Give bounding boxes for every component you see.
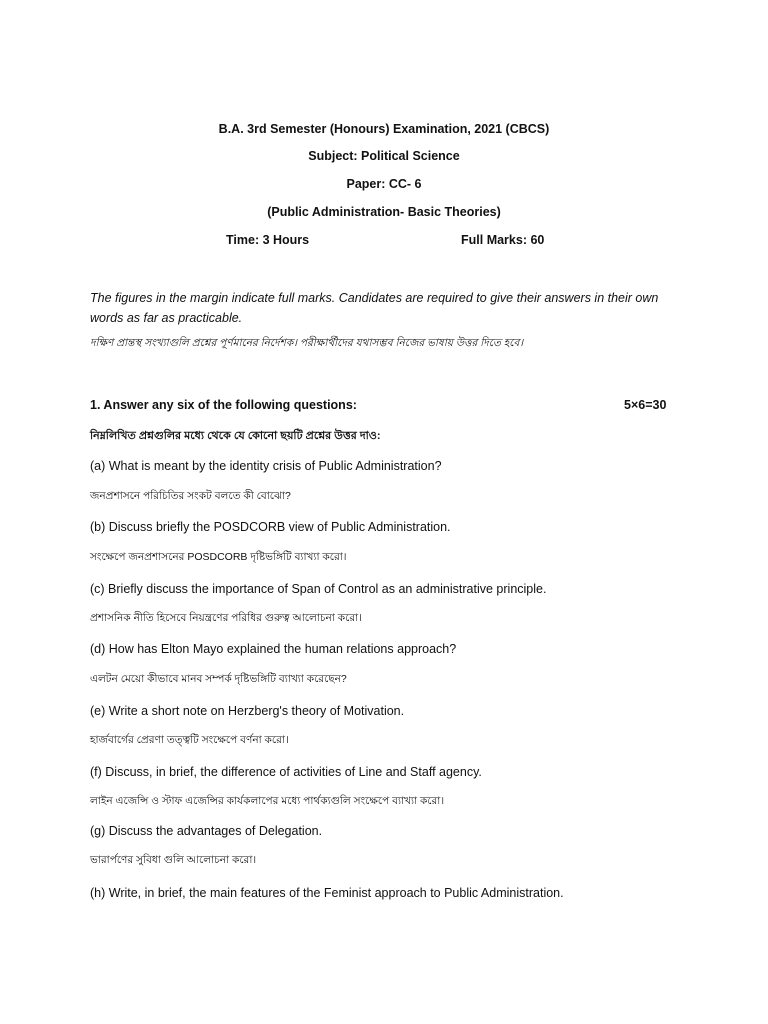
question-d-bengali: এলটন মেয়ো কীভাবে মানব সম্পর্ক দৃষ্টিভঙ্গিটি ব্যাখ্যা করেছেন? <box>90 673 347 685</box>
question-a-bengali: জনপ্রশাসনে পরিচিতির সংকট বলতে কী বোঝো? <box>90 490 291 502</box>
question-g-bengali: ভারার্পণের সুবিধা গুলি আলোচনা করো। <box>90 854 257 866</box>
time-label: Time: 3 Hours <box>226 233 310 247</box>
question-d: (d) How has Elton Mayo explained the human relations approach? <box>90 642 457 656</box>
question-c: (c) Briefly discuss the importance of Span of Control as an administrative principle. <box>90 582 547 596</box>
paper-title: (Public Administration- Basic Theories) <box>267 205 501 219</box>
question-e: (e) Write a short note on Herzberg's theory of Motivation. <box>90 704 405 718</box>
question-a: (a) What is meant by the identity crisis of Public Administration? <box>90 459 442 473</box>
instructions-bengali: দক্ষিণ প্রান্তস্থ সংখ্যাগুলি প্রশ্নের পূর্ণমানের নির্দেশক। পরীক্ষার্থীদের যথাসম্ভব নিজের ভাষায় উত্তর দিতে হবে। <box>90 337 524 349</box>
full-marks-label: Full Marks: 60 <box>461 233 545 247</box>
section-marks: 5×6=30 <box>624 398 667 412</box>
question-c-bengali: প্রশাসনিক নীতি হিসেবে নিয়ন্ত্রণের পরিধির গুরুত্ব আলোচনা করো। <box>90 612 362 624</box>
question-b-bengali: সংক্ষেপে জনপ্রশাসনের POSDCORB দৃষ্টিভঙ্গিটি ব্যাখ্যা করো। <box>90 551 347 563</box>
paper-line: Paper: CC- 6 <box>346 177 422 191</box>
question-e-bengali: হার্জবার্গের প্রেরণা তত্ত্বটি সংক্ষেপে বর্ণনা করো। <box>90 734 289 746</box>
section-heading: 1. Answer any six of the following questions: <box>90 398 357 412</box>
instructions-english: The figures in the margin indicate full marks. Candidates are required to give their answers in their own words as far as practicable. <box>90 291 659 325</box>
exam-title: B.A. 3rd Semester (Honours) Examination, 2021 (CBCS) <box>218 122 550 136</box>
question-f: (f) Discuss, in brief, the difference of activities of Line and Staff agency. <box>90 765 482 779</box>
question-b: (b) Discuss briefly the POSDCORB view of Public Administration. <box>90 520 451 534</box>
question-g: (g) Discuss the advantages of Delegation. <box>90 824 323 838</box>
section-heading-bengali: নিম্নলিখিত প্রশ্নগুলির মধ্যে থেকে যে কোনো ছয়টি প্রশ্নের উত্তর দাও: <box>90 430 381 442</box>
question-f-bengali: লাইন এজেন্সি ও স্টাফ এজেন্সির কার্যকলাপের মধ্যে পার্থক্যগুলি সংক্ষেপে ব্যাখ্যা করো। <box>90 795 445 807</box>
question-h: (h) Write, in brief, the main features of the Feminist approach to Public Administration. <box>90 886 564 900</box>
subject-line: Subject: Political Science <box>308 149 460 163</box>
